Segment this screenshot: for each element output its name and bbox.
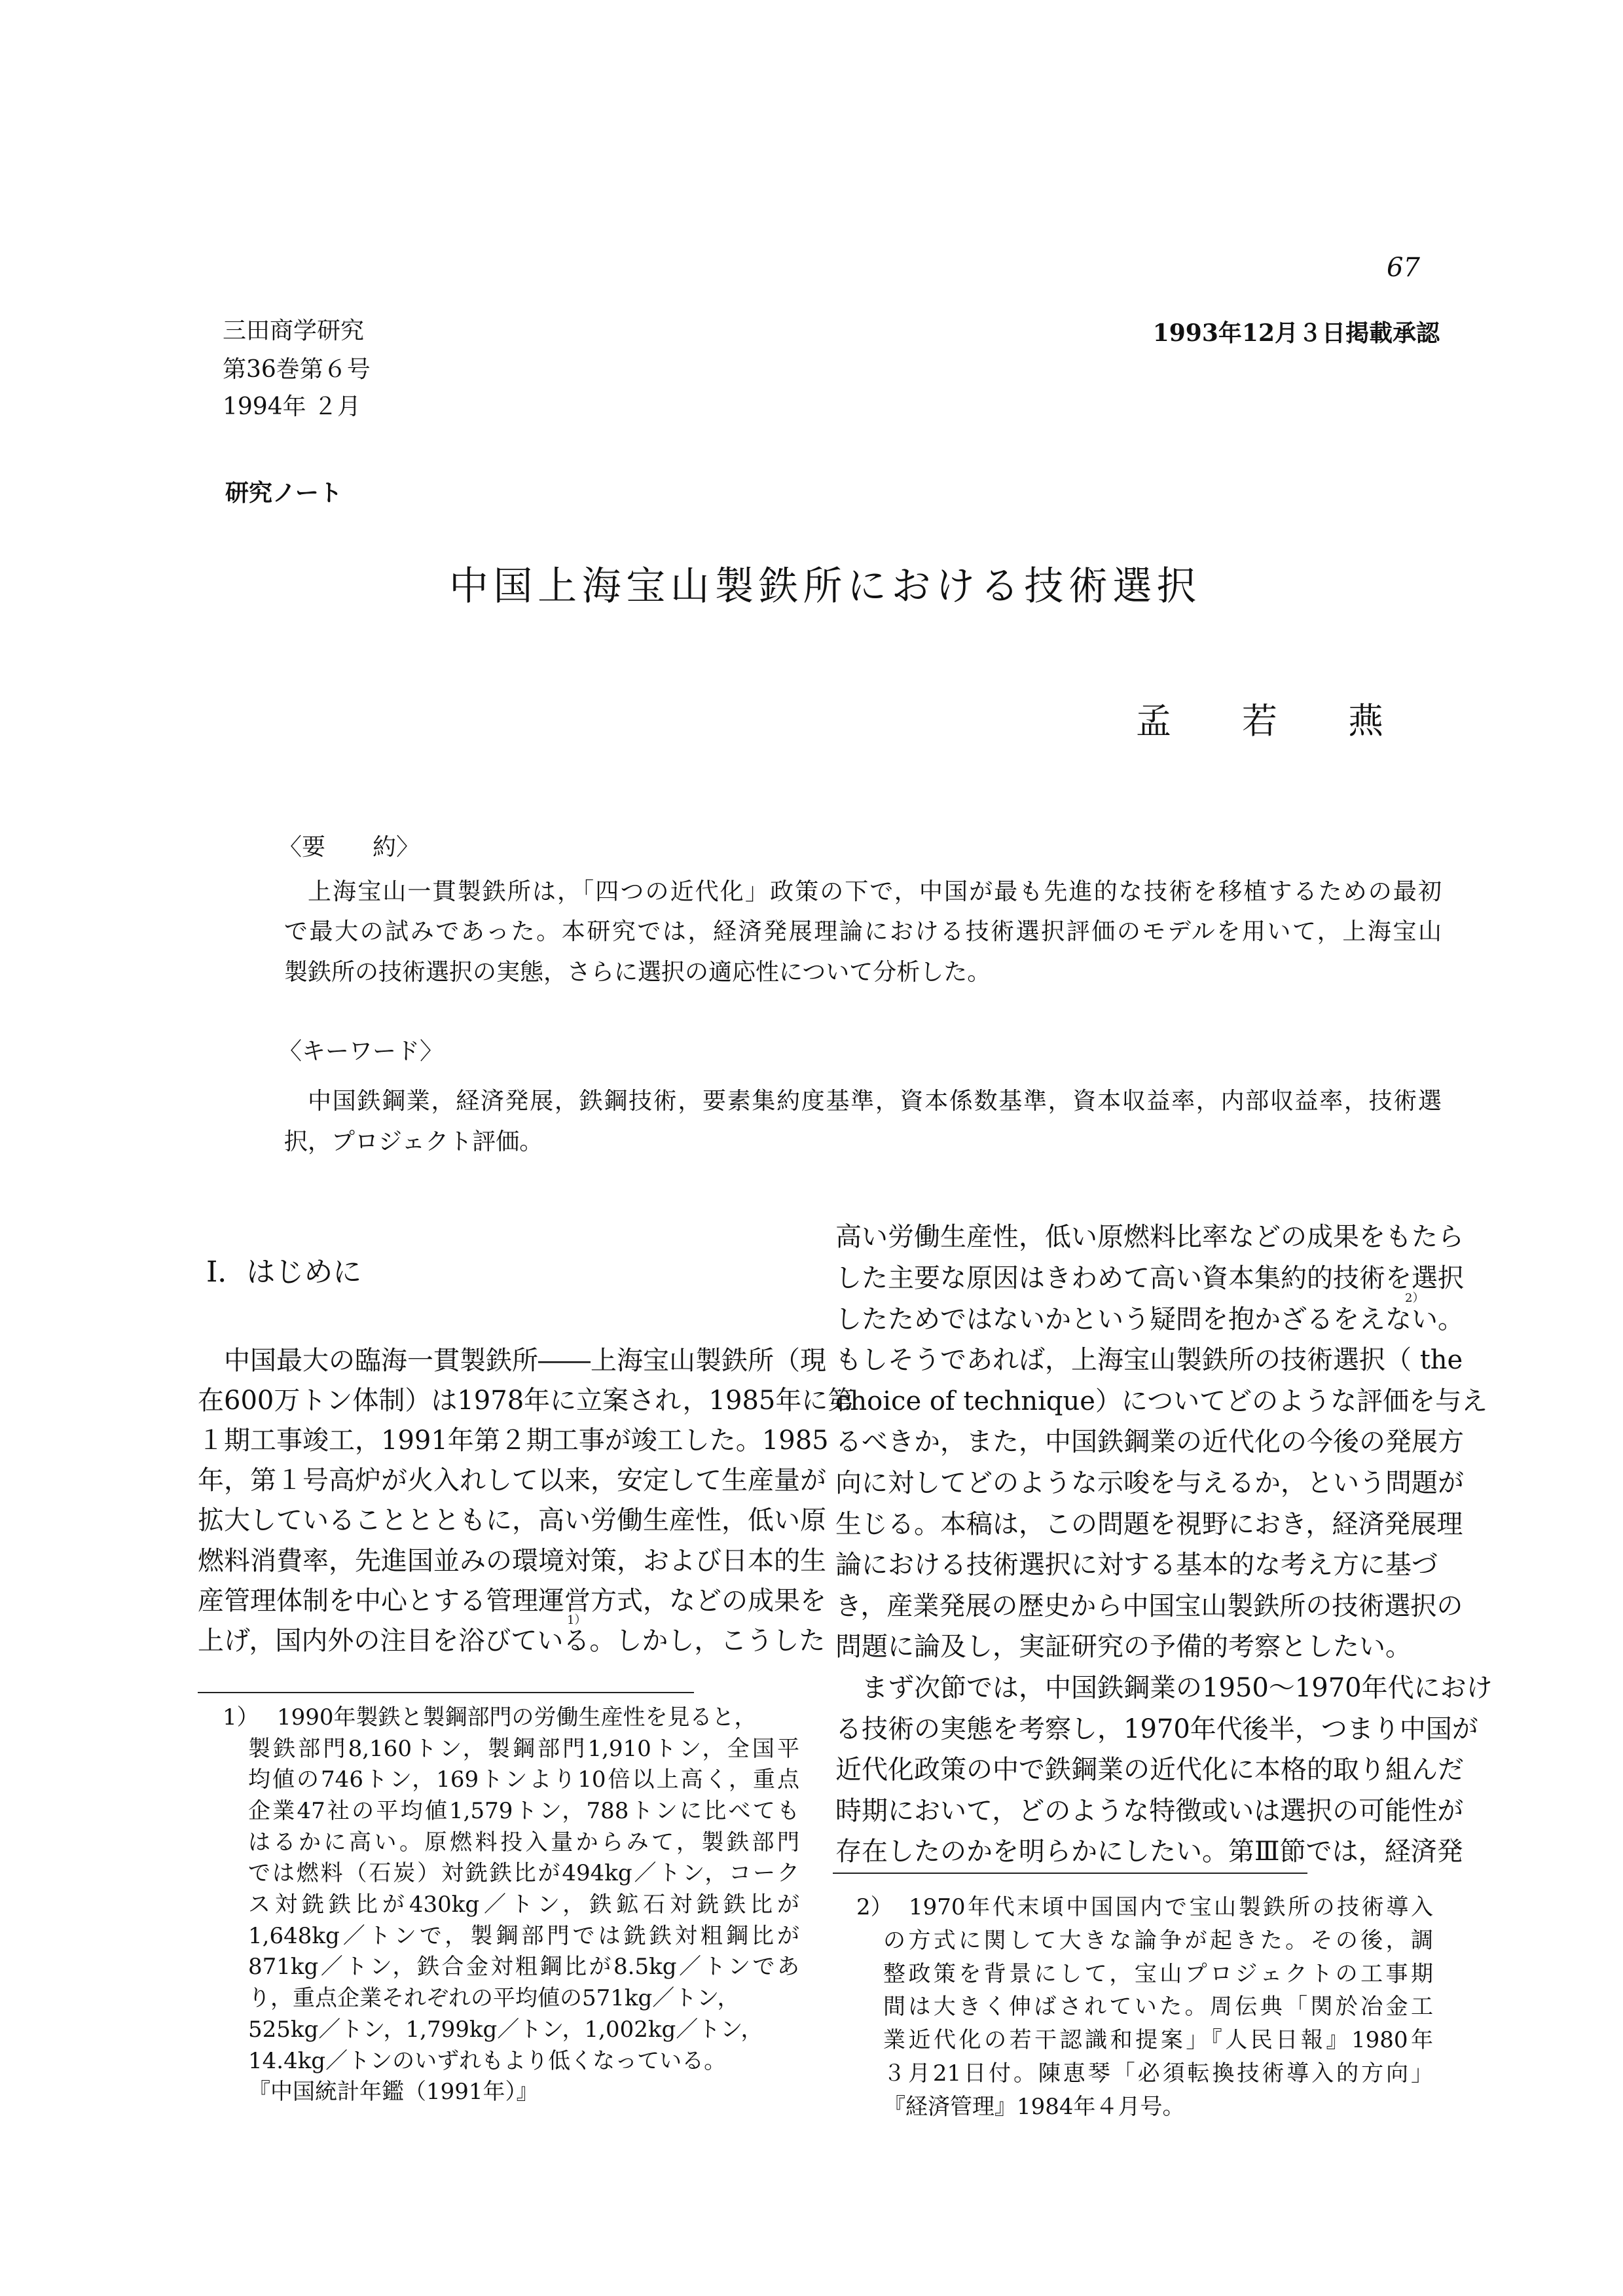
body-line: き，産業発展の歴史から中国宝山製鉄所の技術選択の bbox=[835, 1590, 1463, 1621]
abstract-line: 製鉄所の技術選択の実態，さらに選択の適応性について分析した。 bbox=[284, 958, 991, 986]
body-line: 燃料消費率，先進国並みの環境対策，および日本的生 bbox=[198, 1545, 826, 1576]
footnote-ref-1[interactable]: 1） bbox=[567, 1613, 587, 1627]
body-line: した主要な原因はきわめて高い資本集約的技術を選択 bbox=[835, 1263, 1464, 1293]
body-line: 中国最大の臨海一貫製鉄所――上海宝山製鉄所（現 bbox=[224, 1345, 826, 1376]
footnote-line: 871kg／トン，鉄合金対粗鋼比が8.5kg／トンであ bbox=[248, 1954, 799, 1981]
author-name: 孟 若 燕 bbox=[1136, 700, 1383, 742]
footnote-line: 均値の746トン，169トンより10倍以上高く，重点 bbox=[248, 1767, 799, 1793]
footnote-line: 525kg／トン，1,799kg／トン，1,002kg／トン， bbox=[248, 2016, 763, 2043]
abstract-label: 〈要 約〉 bbox=[278, 834, 420, 861]
footnote-line: 整政策を背景にして，宝山プロジェクトの工事期 bbox=[883, 1960, 1433, 1987]
footnote-ref-2[interactable]: 2） bbox=[1405, 1291, 1425, 1305]
body-line: 高い労働生産性，低い原燃料比率などの成果をもたら bbox=[835, 1222, 1464, 1253]
footnote-line: では燃料（石炭）対銑鉄比が494kg／トン，コーク bbox=[248, 1860, 799, 1887]
footnote-line: 『経済管理』1984年４月号。 bbox=[883, 2093, 1185, 2120]
footnote-line: 製鉄部門8,160トン，製鋼部門1,910トン，全国平 bbox=[248, 1735, 799, 1762]
body-line: １期工事竣工，1991年第２期工事が竣工した。1985 bbox=[198, 1426, 829, 1456]
body-line: る技術の実態を考察し，1970年代後半，つまり中国が bbox=[835, 1713, 1478, 1744]
abstract-line: で最大の試みであった。本研究では，経済発展理論における技術選択評価のモデルを用いて，上海宝山 bbox=[284, 918, 1442, 946]
journal-volume: 第36巻第６号 bbox=[223, 356, 371, 383]
approval-date: 1993年12月３日掲載承認 bbox=[1152, 319, 1440, 347]
keywords-label: 〈キーワード〉 bbox=[278, 1038, 444, 1065]
footnote-line: はるかに高い。原燃料投入量からみて，製鉄部門 bbox=[248, 1829, 799, 1856]
abstract-line: 上海宝山一貫製鉄所は，「四つの近代化」政策の下で，中国が最も先進的な技術を移植するための最初 bbox=[308, 878, 1442, 905]
footnote-line: り，重点企業それぞれの平均値の571kg／トン， bbox=[248, 1985, 740, 2012]
keyword-line: 択，プロジェクト評価。 bbox=[284, 1128, 543, 1155]
body-line: したためではないかという疑問を抱かざるをえない。 bbox=[835, 1304, 1464, 1335]
footnote-line: 間は大きく伸ばされていた。周伝典「関於冶金工 bbox=[883, 1994, 1433, 2020]
footnote-line: 企業47社の平均値1,579トン，788トンに比べても bbox=[248, 1797, 799, 1824]
footnote-line: 1970年代末頃中国国内で宝山製鉄所の技術導入 bbox=[909, 1894, 1433, 1921]
journal-date: 1994年 ２月 bbox=[223, 393, 361, 420]
journal-name: 三田商学研究 bbox=[223, 317, 365, 344]
article-title: 中国上海宝山製鉄所における技術選択 bbox=[449, 564, 1196, 609]
footnote-divider-left bbox=[198, 1692, 694, 1693]
footnote-line: 1,648kg／トンで，製鋼部門では銑鉄対粗鋼比が bbox=[248, 1922, 799, 1949]
footnote-line: 業近代化の若干認識和提案」『人民日報』1980年 bbox=[883, 2027, 1433, 2054]
footnote-line: 14.4kg／トンのいずれもより低くなっている。 bbox=[248, 2047, 727, 2074]
footnote-line: ３月21日付。陳恵琴「必須転換技術導入的方向」 bbox=[883, 2060, 1433, 2087]
body-line: もしそうであれば，上海宝山製鉄所の技術選択（ the bbox=[835, 1345, 1463, 1376]
footnote-line: の方式に関して大きな論争が起きた。その後，調 bbox=[883, 1928, 1433, 1954]
body-line: るべきか，また，中国鉄鋼業の近代化の今後の発展方 bbox=[835, 1427, 1464, 1458]
body-line: 拡大していることとともに，高い労働生産性，低い原 bbox=[198, 1505, 826, 1536]
footnote-line: 1990年製鉄と製鋼部門の労働生産性を見ると， bbox=[277, 1704, 757, 1731]
body-line: 論における技術選択に対する基本的な考え方に基づ bbox=[835, 1550, 1438, 1581]
footnote-line: 『中国統計年鑑（1991年）』 bbox=[248, 2079, 539, 2106]
article-category: 研究ノート bbox=[225, 479, 342, 507]
footnote-line: ス対銑鉄比が430kg／トン，鉄鉱石対銑鉄比が bbox=[248, 1892, 799, 1918]
body-line: 時期において，どのような特徴或いは選択の可能性が bbox=[835, 1795, 1464, 1826]
body-line: まず次節では，中国鉄鋼業の1950～1970年代におけ bbox=[862, 1672, 1493, 1703]
body-line: 問題に論及し，実証研究の予備的考察としたい。 bbox=[835, 1632, 1412, 1662]
keyword-line: 中国鉄鋼業，経済発展，鉄鋼技術，要素集約度基準，資本係数基準，資本収益率，内部収益率，技術選 bbox=[308, 1088, 1442, 1115]
body-line: 産管理体制を中心とする管理運営方式，などの成果を bbox=[198, 1585, 826, 1616]
body-line: 年，第１号高炉が火入れして以来，安定して生産量が bbox=[198, 1465, 826, 1496]
body-line: 向に対してどのような示唆を与えるか，という問題が bbox=[835, 1467, 1464, 1498]
footnote-1-label: 1） bbox=[223, 1704, 259, 1731]
body-line: 生じる。本稿は，この問題を視野におき，経済発展理 bbox=[835, 1509, 1463, 1539]
page-number: 67 bbox=[1387, 253, 1420, 283]
footnote-2-label: 2） bbox=[856, 1894, 893, 1920]
body-line: choice of technique）についてどのような評価を与え bbox=[835, 1386, 1488, 1416]
body-line: 近代化政策の中で鉄鋼業の近代化に本格的取り組んだ bbox=[835, 1755, 1464, 1785]
footnote-divider-right bbox=[833, 1873, 1307, 1874]
body-line: 上げ，国内外の注目を浴びている。しかし，こうした bbox=[198, 1626, 826, 1656]
body-line: 存在したのかを明らかにしたい。第Ⅲ節では，経済発 bbox=[835, 1837, 1463, 1867]
body-line: 在600万トン体制）は1978年に立案され，1985年に第 bbox=[198, 1385, 854, 1416]
section-heading: Ⅰ．はじめに bbox=[206, 1255, 362, 1289]
